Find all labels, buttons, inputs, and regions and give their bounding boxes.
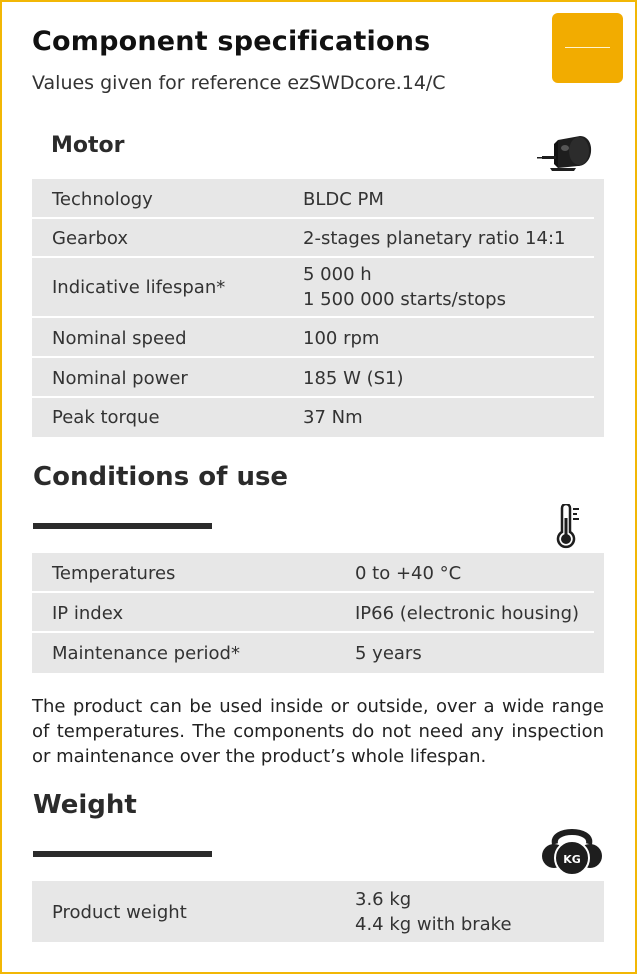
row-value: 2-stages planetary ratio 14:1	[303, 228, 566, 249]
weight-spec-table	[32, 881, 604, 942]
row-value: 3.6 kg	[355, 889, 412, 910]
conditions-description: The product can be used inside or outside, over a wide range of temperatures. The components do not need any inspection or maintenance over the product’s whole lifespan.	[32, 696, 604, 767]
row-label: Nominal speed	[52, 328, 187, 349]
row-value: IP66 (electronic housing)	[355, 603, 580, 624]
page-subtitle: Values given for reference ezSWDcore.14/C	[32, 72, 446, 94]
row-label: Temperatures	[52, 563, 176, 584]
row-label: IP index	[52, 603, 124, 624]
table-row	[32, 318, 604, 358]
row-value-secondary: 1 500 000 starts/stops	[303, 289, 506, 310]
motor-section-title: Motor	[51, 133, 125, 158]
row-label: Indicative lifespan*	[52, 277, 226, 298]
row-label: Peak torque	[52, 407, 160, 428]
table-row	[32, 258, 604, 318]
motor-icon	[536, 134, 594, 172]
table-row	[32, 398, 604, 437]
row-label: Technology	[52, 189, 153, 210]
row-label: Gearbox	[52, 228, 128, 249]
row-value: BLDC PM	[303, 189, 384, 210]
table-row	[32, 633, 604, 673]
row-value: 0 to +40 °C	[355, 563, 462, 584]
weight-section-title: Weight	[33, 790, 137, 820]
conditions-section-title: Conditions of use	[33, 462, 289, 492]
row-value-secondary: 4.4 kg with brake	[355, 914, 512, 935]
motor-spec-table	[32, 179, 604, 437]
row-value: 37 Nm	[303, 407, 363, 428]
thermometer-icon	[554, 504, 582, 550]
table-row	[32, 358, 604, 398]
conditions-spec-table	[32, 553, 604, 673]
table-row	[32, 219, 604, 258]
page-title: Component specifications	[32, 26, 431, 57]
section-rule	[33, 851, 212, 857]
table-row	[32, 593, 604, 633]
row-value: 5 000 h	[303, 264, 372, 285]
hamburger-menu-icon	[565, 47, 610, 48]
row-label: Product weight	[52, 902, 187, 923]
row-label: Nominal power	[52, 368, 188, 389]
table-row	[32, 179, 604, 219]
row-value: 100 rpm	[303, 328, 380, 349]
kettlebell-label: KG	[563, 853, 581, 866]
row-label: Maintenance period*	[52, 643, 240, 664]
menu-button[interactable]	[552, 13, 623, 83]
row-value: 185 W (S1)	[303, 368, 404, 389]
section-rule	[33, 523, 212, 529]
table-row	[32, 553, 604, 593]
row-value: 5 years	[355, 643, 422, 664]
kettlebell-kg-icon	[541, 826, 603, 876]
table-row	[32, 881, 604, 942]
